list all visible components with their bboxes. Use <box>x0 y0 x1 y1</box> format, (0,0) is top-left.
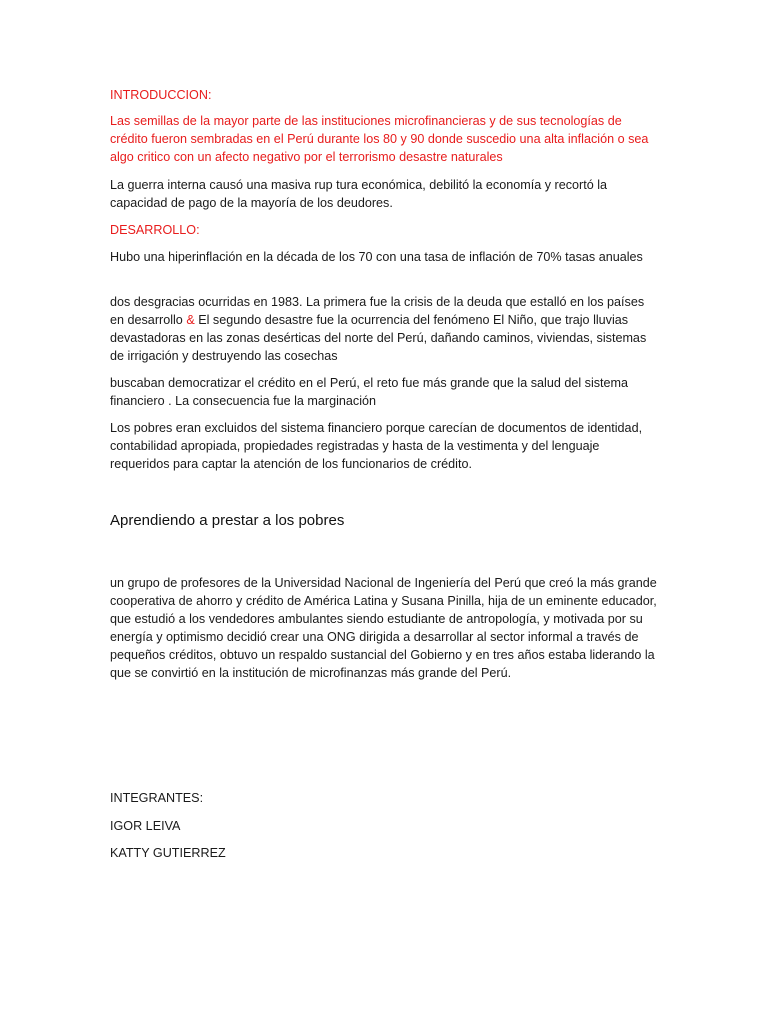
intro-heading: INTRODUCCION: <box>110 88 212 102</box>
aprendiendo-paragraph: un grupo de profesores de la Universidad Nacional de Ingeniería del Perú que creó la más grande cooperativa de ahorro y crédito de América Latina y Susana Pinilla, hija de un eminente educador, que estudió a los vendedores ambulantes siendo estudiante de antropología, y motivada por su energía y optimismo decidió crear una ONG dirigida a desarrollar al sector informal a través de pequeños créditos, obtuvo un respaldo sustancial del Gobierno y en tres años estaba liderando la que se convirtió en la institución de microfinanzas más grande del Perú. <box>110 576 657 680</box>
member-name: IGOR LEIVA <box>110 819 181 833</box>
desgracias-text-start: dos desgracias ocurridas en 1983. La primera fue la crisis de la deuda que estalló en los países en desarrollo <box>110 295 645 327</box>
desgracias-text-end: El segundo desastre fue la ocurrencia del fenómeno El Niño, que trajo lluvias devastadoras en las zonas desérticas del norte del Perú, dañando caminos, viviendas, sistemas de irrigación y destruyendo las cosechas <box>110 313 647 363</box>
guerra-paragraph: La guerra interna causó una masiva rup tura económica, debilitó la economía y recortó la capacidad de pago de la mayoría de los deudores. <box>110 178 608 210</box>
hiperinflacion-paragraph: Hubo una hiperinflación en la década de los 70 con una tasa de inflación de 70% tasas anuales <box>110 250 643 264</box>
intro-paragraph: Las semillas de la mayor parte de las instituciones microfinancieras y de sus tecnologías de crédito fueron sembradas en el Perú durante los 80 y 90 donde suscedio una alta inflación o sea algo critico con un afecto negativo por el terrorismo desastre naturales <box>110 114 649 164</box>
ampersand-mark: & <box>186 313 195 327</box>
pobres-paragraph: Los pobres eran excluidos del sistema financiero porque carecían de documentos de identidad, contabilidad apropiada, propiedades registradas y hasta de la vestimenta y del lenguaje requeridos para captar la atención de los funcionarios de crédito. <box>110 421 643 471</box>
desarrollo-heading: DESARROLLO: <box>110 223 200 237</box>
section-heading-aprendiendo: Aprendiendo a prestar a los pobres <box>110 512 345 529</box>
buscaban-paragraph: buscaban democratizar el crédito en el Perú, el reto fue más grande que la salud del sistema financiero . La consecuencia fue la marginación <box>110 376 629 408</box>
desgracias-paragraph <box>110 293 658 365</box>
integrantes-heading: INTEGRANTES: <box>110 791 204 805</box>
member-name: KATTY GUTIERREZ <box>110 846 226 860</box>
